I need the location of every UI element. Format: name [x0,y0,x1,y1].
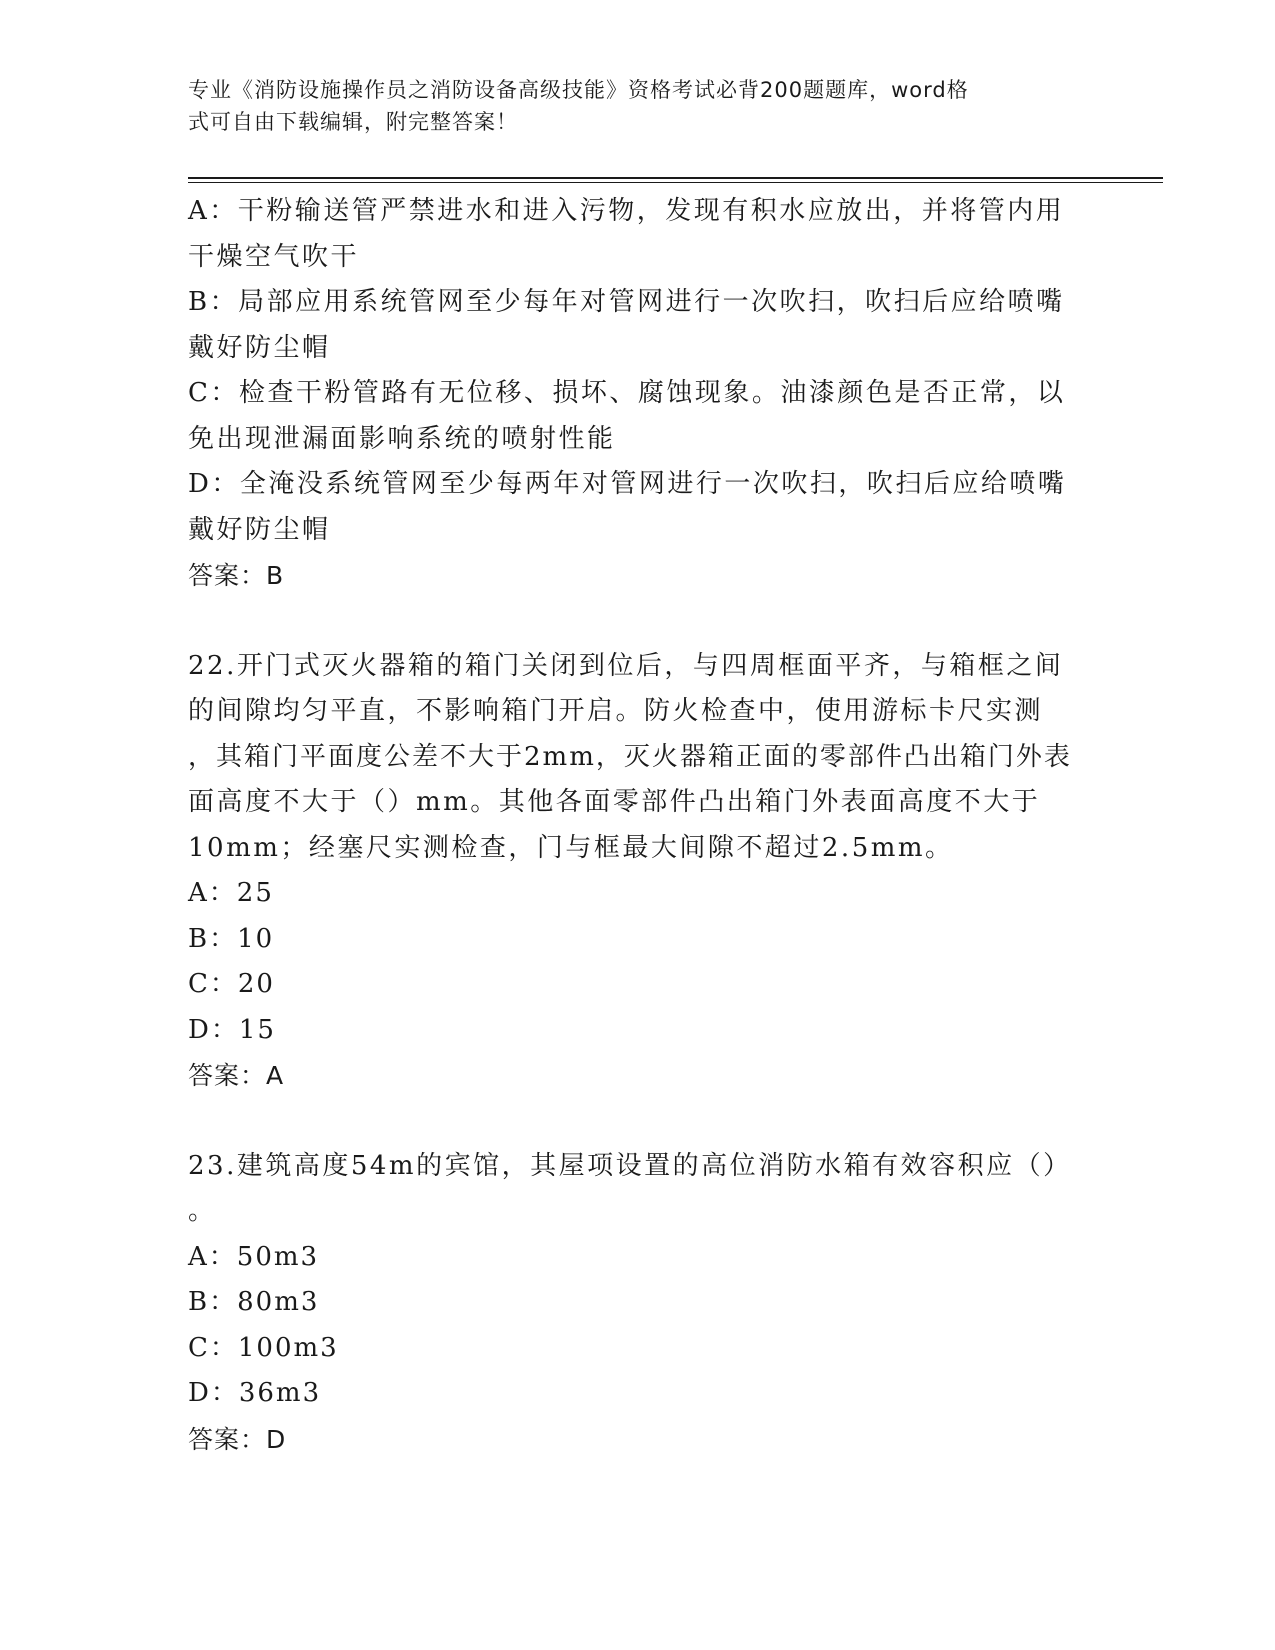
question-spacer [188,1099,1088,1144]
q22-stem-line-4: 面高度不大于（）mm。其他各面零部件凸出箱门外表面高度不大于 [188,787,1041,817]
q22-option-d: D：15 [188,1014,276,1045]
q23-stem-line-1: 23.建筑高度54m的宾馆，其屋项设置的高位消防水箱有效容积应（） [188,1150,1072,1181]
header-line-1: 专业《消防设施操作员之消防设备高级技能》资格考试必背200题题库，word格 [188,78,969,102]
q21-option-c-line-2: 免出现泄漏面影响系统的喷射性能 [188,423,616,454]
question-22 [188,644,1088,1099]
q21-option-d-line-2: 戴好防尘帽 [188,514,331,545]
q21-option-b-line-1: B：局部应用系统管网至少每年对管网进行一次吹扫，吹扫后应给喷嘴 [188,287,1065,317]
q21-option-a-line-2: 干燥空气吹干 [188,241,360,272]
q21-answer: 答案：B [188,561,285,590]
q22-answer: 答案：A [188,1061,285,1090]
q23-option-b: B：80m3 [188,1287,320,1317]
header-divider-thin [188,182,1163,183]
q23-option-c: C：100m3 [188,1332,339,1363]
q22-option-a: A：25 [188,878,274,908]
q22-option-b: B：10 [188,923,275,954]
q22-stem-line-1: 22.开门式灭火器箱的箱门关闭到位后，与四周框面平齐，与箱框之间 [188,650,1064,681]
question-content [188,189,1088,1462]
header-divider-thick [188,177,1163,179]
q22-stem-line-2: 的间隙均匀平直，不影响箱门开启。防火检查中，使用游标卡尺实测 [188,696,1044,726]
question-23 [188,1144,1088,1463]
q23-option-d: D：36m3 [188,1378,322,1408]
document-header [188,74,1068,138]
question-spacer [188,599,1088,644]
q21-option-b-line-2: 戴好防尘帽 [188,332,331,363]
q21-option-d-line-1: D：全淹没系统管网至少每两年对管网进行一次吹扫，吹扫后应给喷嘴 [188,469,1067,499]
q22-option-c: C：20 [188,969,275,999]
q21-option-a-line-1: A：干粉输送管严禁进水和进入污物，发现有积水应放出，并将管内用 [188,196,1065,226]
q23-answer: 答案：D [188,1424,287,1454]
q21-option-c-line-1: C：检查干粉管路有无位移、损坏、腐蚀现象。油漆颜色是否正常，以 [188,378,1066,408]
q23-option-a: A：50m3 [188,1241,320,1272]
q22-stem-line-5: 10mm；经塞尺实测检查，门与框最大间隙不超过2.5mm。 [188,832,954,863]
q23-stem-line-2: 。 [188,1196,217,1226]
header-line-2: 式可自由下载编辑，附完整答案！ [188,110,518,134]
question-21 [188,189,1088,599]
q22-stem-line-3: ，其箱门平面度公差不大于2mm，灭火器箱正面的零部件凸出箱门外表 [188,741,1072,772]
